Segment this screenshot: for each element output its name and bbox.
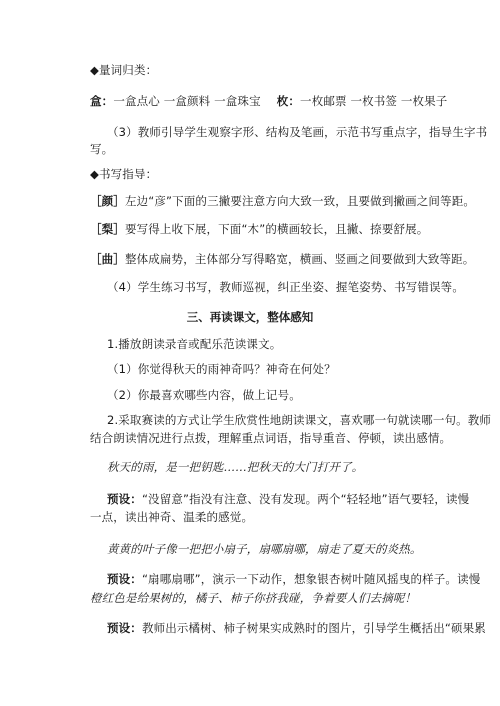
li-text: 要写得上收下展，下面“木”的横画较长，且撇、捺要舒展。 bbox=[124, 222, 429, 236]
he-items: 一盒点心 一盒颜料 一盒珠宝 bbox=[113, 94, 261, 108]
reading-q2: （2）你最喜欢哪些内容，做上记号。 bbox=[107, 388, 301, 402]
writing-qu bbox=[90, 251, 474, 267]
preset1-line1 bbox=[107, 491, 469, 507]
preset1-line2: 一点，读出神奇、温柔的感觉。 bbox=[90, 510, 254, 524]
he-label: 盒： bbox=[90, 94, 114, 108]
quote1: 秋天的雨，是一把钥匙……把秋天的大门打开了。 bbox=[107, 460, 364, 474]
reading-p2-line1: 2.采取赛读的方式让学生欣赏性地朗读课文，喜欢哪一句就读哪一句。教师 bbox=[107, 413, 492, 427]
mei-label: 枚： bbox=[276, 94, 301, 108]
writing-heading: ◆书写指导： bbox=[90, 167, 158, 181]
qu-label: ［曲］ bbox=[90, 252, 125, 266]
yan-label: ［颜］ bbox=[90, 194, 125, 208]
preset1-text: “没留意”指没有注意、没有发现。两个“轻轻地”语气要轻，读慢 bbox=[141, 492, 470, 506]
reading-q1: （1）你觉得秋天的雨神奇吗？神奇在何处？ bbox=[107, 362, 336, 376]
reading-p1: 1.播放朗读录音或配乐范读课文。 bbox=[107, 337, 282, 351]
preset2-line2: 橙红色是给果树的，橘子、柿子你挤我碰，争着要人们去摘呢！ bbox=[90, 591, 417, 605]
preset2-label: 预设： bbox=[107, 572, 142, 586]
li-label: ［梨］ bbox=[90, 222, 125, 236]
step3-line2: 写。 bbox=[90, 142, 114, 156]
preset2-text: “扇哪扇哪”，演示一下动作，想象银杏树叶随风摇曳的样子。读慢 bbox=[141, 572, 481, 586]
preset2-line1 bbox=[107, 571, 480, 587]
yan-text: 左边“彦”下面的三撇要注意方向大致一致，且要做到撇画之间等距。 bbox=[124, 194, 476, 208]
reading-p2-line2: 结合朗读情况进行点拨，理解重点词语，指导重音、停顿，读出感情。 bbox=[90, 431, 452, 445]
writing-yan bbox=[90, 193, 475, 209]
step4: （4）学生练习书写，教师巡视，纠正坐姿、握笔姿势、书写错误等。 bbox=[107, 280, 464, 294]
mei-items: 一枚邮票 一枚书签 一枚果子 bbox=[300, 94, 448, 108]
preset3-label: 预设： bbox=[107, 621, 142, 635]
qu-text: 整体成扁势，主体部分写得略宽，横画、竖画之间要做到大致等距。 bbox=[124, 252, 475, 266]
preset3-text: 教师出示橘树、柿子树果实成熟时的图片，引导学生概括出“硕果累 bbox=[141, 621, 486, 635]
preset3-line1 bbox=[107, 620, 486, 636]
section3-heading: 三、再读课文，整体感知 bbox=[186, 310, 314, 324]
preset1-label: 预设： bbox=[107, 492, 142, 506]
step3-line1: （3）教师引导学生观察字形、结构及笔画，示范书写重点字，指导生字书 bbox=[107, 125, 488, 139]
measure-words-heading: ◆量词归类： bbox=[90, 63, 158, 77]
measure-words-row bbox=[90, 93, 447, 109]
writing-li bbox=[90, 221, 428, 237]
quote2: 黄黄的叶子像一把把小扇子，扇哪扇哪，扇走了夏天的炎热。 bbox=[107, 542, 422, 556]
